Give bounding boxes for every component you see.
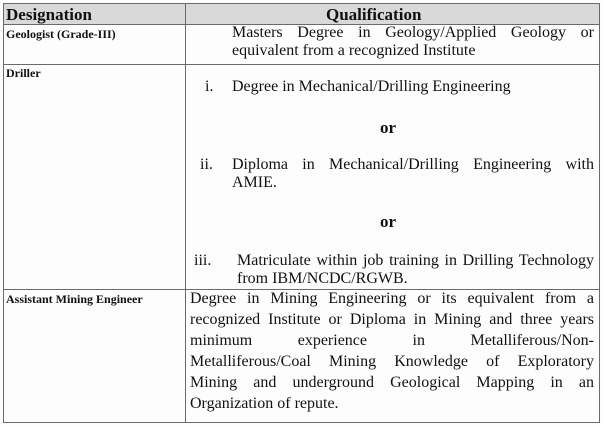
qualification-line: AMIE. bbox=[232, 174, 277, 191]
qualification-line: from IBM/NCDC/RGWB. bbox=[237, 270, 408, 287]
or-separator: or bbox=[380, 212, 397, 231]
qualification-line: Masters Degree in Geology/Applied Geology or bbox=[232, 24, 594, 41]
designation-driller: Driller bbox=[6, 66, 41, 80]
column-divider bbox=[185, 3, 186, 423]
qualification-line: Degree in Mining Engineering or its equivalent from a bbox=[190, 290, 594, 307]
table-border-bottom bbox=[3, 422, 600, 423]
designation-assistant-mining-engineer: Assistant Mining Engineer bbox=[6, 292, 143, 306]
qualification-line: Metalliferous/Coal Mining Knowledge of Exploratory bbox=[190, 353, 594, 370]
qualification-line: recognized Institute or Diploma in Mining and three years bbox=[190, 311, 594, 328]
table-header bbox=[3, 3, 600, 24]
qualification-line: Degree in Mechanical/Drilling Engineering bbox=[232, 78, 511, 95]
header-qualification: Qualification bbox=[326, 5, 422, 24]
list-number: ii. bbox=[200, 156, 213, 173]
list-number: i. bbox=[205, 78, 214, 95]
or-separator: or bbox=[380, 118, 397, 137]
qualification-line: equivalent from a recognized Institute bbox=[232, 42, 476, 59]
qualification-line: Matriculate within job training in Drilling Technology bbox=[237, 252, 594, 269]
table-border-top bbox=[3, 3, 600, 4]
table-border-left bbox=[3, 3, 4, 423]
qualification-line: minimum experience in Metalliferous/Non- bbox=[190, 332, 594, 349]
header-designation: Designation bbox=[6, 5, 92, 24]
designation-geologist: Geologist (Grade-III) bbox=[6, 27, 116, 41]
qualification-line: Mining and underground Geological Mapping in an bbox=[190, 374, 594, 391]
qualification-line: Diploma in Mechanical/Drilling Engineering with bbox=[232, 156, 594, 173]
qualification-line: Organization of repute. bbox=[190, 395, 339, 412]
table-border-right bbox=[599, 3, 600, 423]
list-number: iii. bbox=[194, 252, 212, 269]
row-divider-1 bbox=[3, 64, 600, 65]
